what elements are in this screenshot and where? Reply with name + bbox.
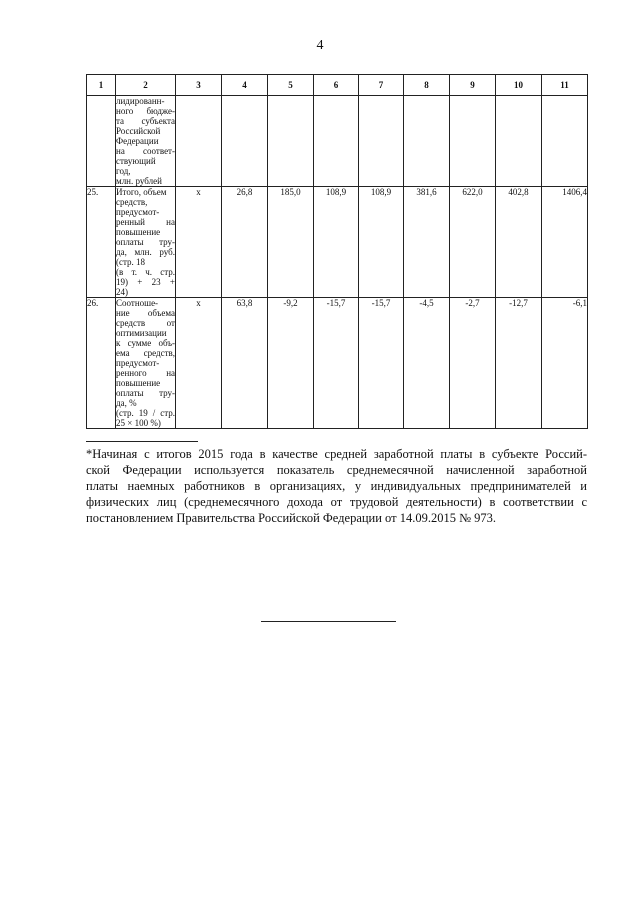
table-cell — [542, 96, 588, 187]
table-row-continued — [87, 96, 588, 187]
footnote-line: платы наемных работников в организациях, у индивидуальных предпринимателей и — [86, 479, 587, 493]
footnote — [86, 446, 587, 526]
row-index: 26. — [87, 298, 116, 429]
label-line: ствующий — [116, 156, 156, 166]
value-cell: -2,7 — [450, 298, 496, 429]
end-of-document-line — [261, 621, 396, 622]
value-cell: -15,7 — [314, 298, 359, 429]
column-header: 7 — [359, 75, 404, 96]
label-line: Федерации — [116, 136, 159, 146]
label-line: млн. рублей — [116, 176, 162, 186]
table-cell — [222, 96, 268, 187]
data-table — [86, 74, 588, 429]
row-label — [116, 187, 176, 298]
row-label — [116, 298, 176, 429]
label-line: ние объема — [116, 308, 175, 318]
label-line: да, % — [116, 398, 137, 408]
footnote-line: физических лиц (среднемесячного дохода от трудовой деятельности) в соответствии с — [86, 495, 587, 509]
table-cell — [87, 96, 116, 187]
label-line: предусмот- — [116, 358, 160, 368]
label-line: ренного на — [116, 368, 175, 378]
table-row — [87, 298, 588, 429]
label-line: оплаты тру- — [116, 237, 175, 247]
label-line: повышение — [116, 378, 161, 388]
column-header: 3 — [176, 75, 222, 96]
table-cell — [314, 96, 359, 187]
footnote-line: постановлением Правительства Российской Федерации от 14.09.2015 № 973. — [86, 511, 497, 525]
value-cell: 402,8 — [496, 187, 542, 298]
label-line: Российской — [116, 126, 161, 136]
label-line: 19) + 23 + — [116, 277, 175, 287]
label-line: ного бюдже- — [116, 106, 175, 116]
column-header: 9 — [450, 75, 496, 96]
page-number: 4 — [316, 38, 324, 53]
label-line: повышение — [116, 227, 161, 237]
label-line: ема средств, — [116, 348, 175, 358]
column-header: 4 — [222, 75, 268, 96]
label-line: лидированн- — [116, 96, 165, 106]
table-cell — [359, 96, 404, 187]
value-cell: 622,0 — [450, 187, 496, 298]
label-line: средств, — [116, 197, 148, 207]
label-line: Итого, объем — [116, 187, 167, 197]
value-cell: -9,2 — [268, 298, 314, 429]
value-cell: -12,7 — [496, 298, 542, 429]
column-header: 10 — [496, 75, 542, 96]
label-line: да, млн. руб. — [116, 247, 175, 257]
value-cell: -4,5 — [404, 298, 450, 429]
label-line: (стр. 19 / стр. — [116, 408, 175, 418]
value-cell: 185,0 — [268, 187, 314, 298]
column-header: 1 — [87, 75, 116, 96]
footnote-line: *Начиная с итогов 2015 года в качестве средней заработной платы в субъекте Россий- — [86, 447, 587, 461]
header-row — [87, 75, 588, 96]
value-cell: 26,8 — [222, 187, 268, 298]
table-cell — [176, 96, 222, 187]
row-label — [116, 96, 176, 187]
table-cell — [450, 96, 496, 187]
label-line: на соответ- — [116, 146, 175, 156]
column-header: 8 — [404, 75, 450, 96]
label-line: та субъекта — [116, 116, 175, 126]
footnote-divider — [86, 441, 198, 442]
label-line: (в т. ч. стр. — [116, 267, 175, 277]
value-cell: -15,7 — [359, 298, 404, 429]
column-header: 2 — [116, 75, 176, 96]
column-header: 11 — [542, 75, 588, 96]
value-cell: 1406,4 — [542, 187, 588, 298]
unit-cell: х — [176, 298, 222, 429]
value-cell: 63,8 — [222, 298, 268, 429]
label-line: оптимизации — [116, 328, 167, 338]
label-line: 25 × 100 %) — [116, 418, 161, 428]
value-cell: -6,1 — [542, 298, 588, 429]
label-line: предусмот- — [116, 207, 160, 217]
row-index: 25. — [87, 187, 116, 298]
table-cell — [404, 96, 450, 187]
column-header: 6 — [314, 75, 359, 96]
table-row — [87, 187, 588, 298]
value-cell: 381,6 — [404, 187, 450, 298]
footnote-line: ской Федерации используется показатель среднемесячной начисленной заработной — [86, 463, 587, 477]
label-line: Соотноше- — [116, 298, 159, 308]
unit-cell: х — [176, 187, 222, 298]
label-line: оплаты тру- — [116, 388, 175, 398]
table-cell — [268, 96, 314, 187]
label-line: год, — [116, 166, 131, 176]
label-line: к сумме объ- — [116, 338, 175, 348]
label-line: (стр. 18 — [116, 257, 146, 267]
table-cell — [496, 96, 542, 187]
column-header: 5 — [268, 75, 314, 96]
value-cell: 108,9 — [314, 187, 359, 298]
label-line: ренный на — [116, 217, 175, 227]
label-line: 24) — [116, 287, 128, 297]
label-line: средств от — [116, 318, 175, 328]
value-cell: 108,9 — [359, 187, 404, 298]
